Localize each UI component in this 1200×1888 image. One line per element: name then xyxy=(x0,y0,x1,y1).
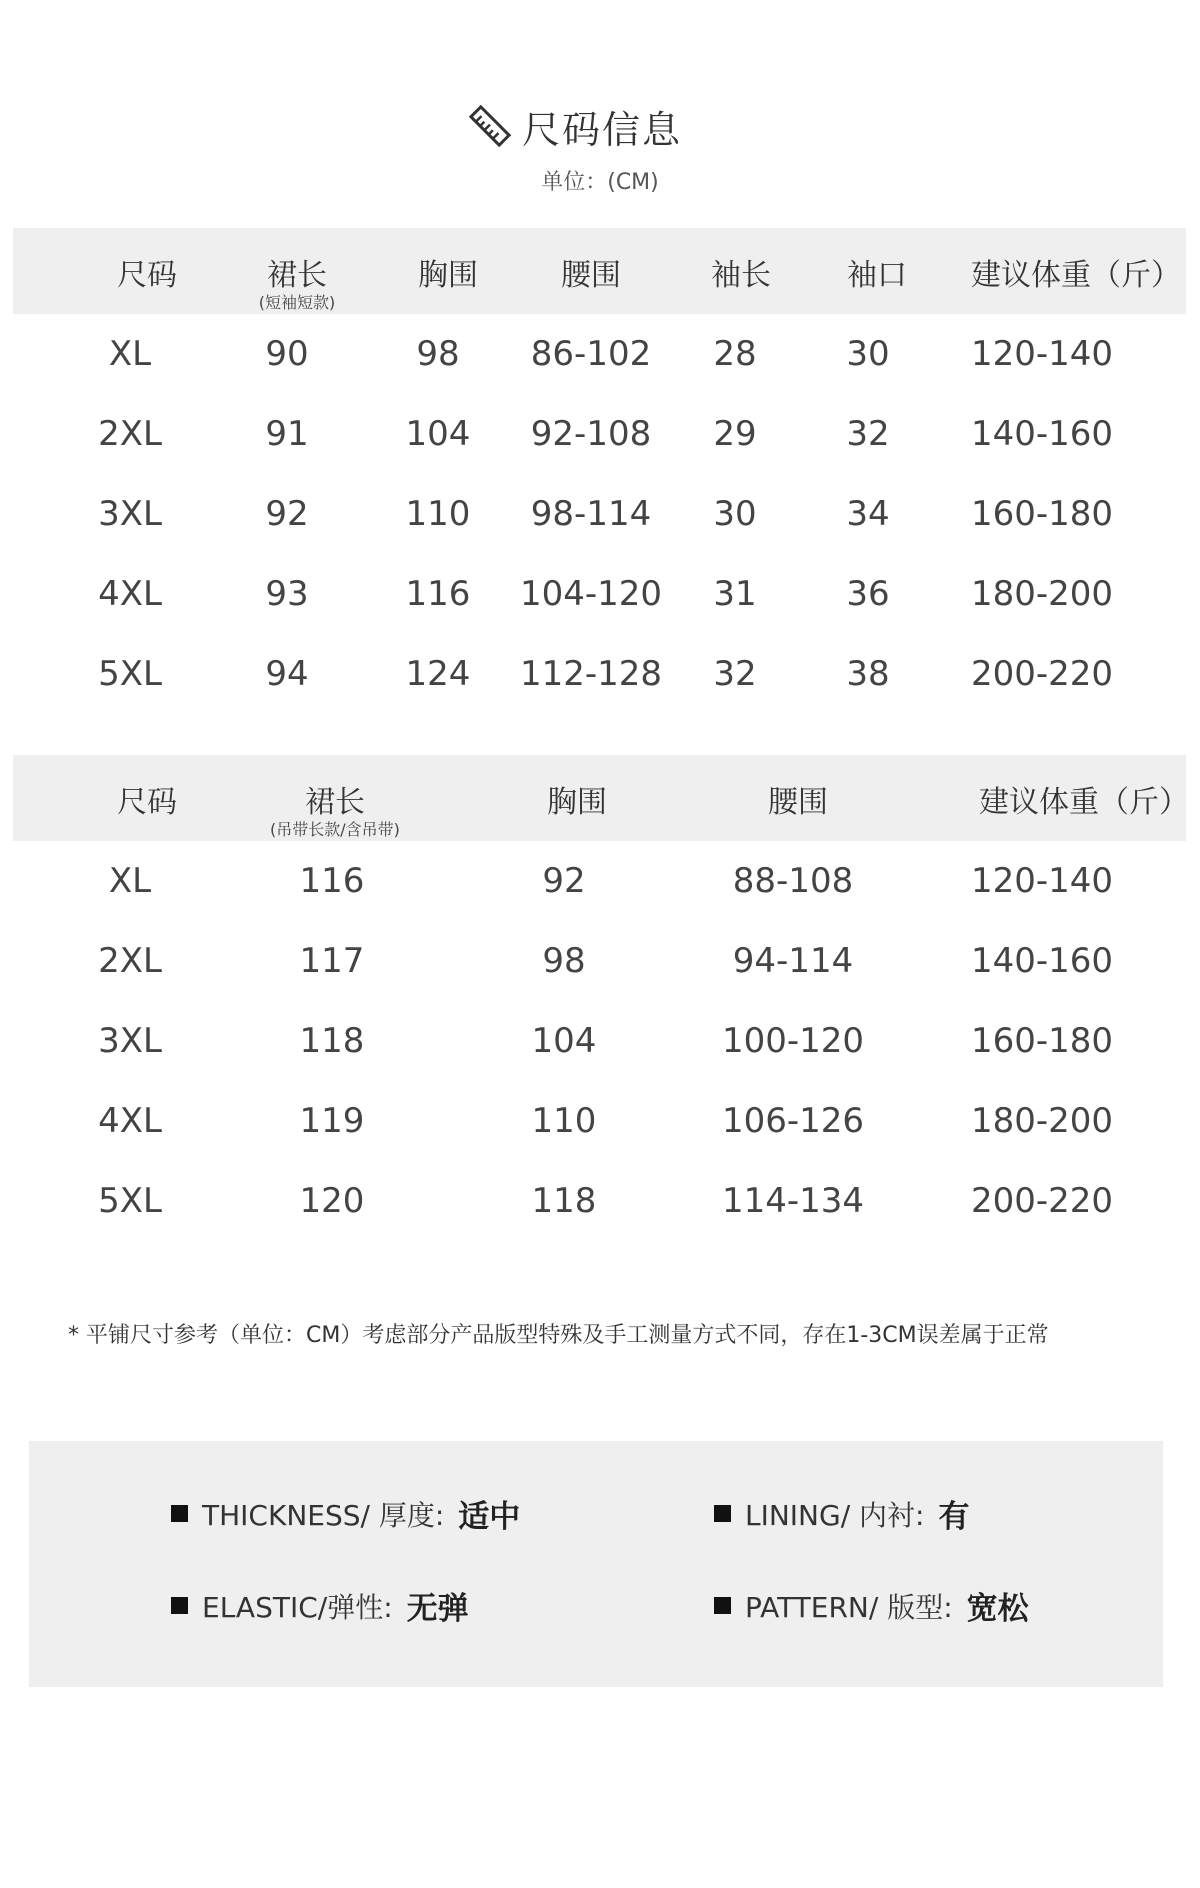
table-cell: 98 xyxy=(416,334,460,374)
table-cell: 120 xyxy=(299,1181,365,1221)
table-cell: 4XL xyxy=(98,1101,162,1141)
page-title: 尺码信息 xyxy=(522,107,683,152)
table-cell: 140-160 xyxy=(970,941,1114,981)
header-size: 尺码 xyxy=(117,258,177,293)
pattern-item xyxy=(714,1583,1029,1628)
header-dress-length-note: (短袖短款) xyxy=(258,293,336,312)
table-cell: 5XL xyxy=(98,654,162,694)
header-weight: 建议体重（斤） xyxy=(971,258,1181,293)
table-cell: 160-180 xyxy=(970,1021,1114,1061)
header-waist: 腰围 xyxy=(561,258,621,293)
table-cell: 140-160 xyxy=(970,414,1114,454)
lining-label: LINING/ 内衬: xyxy=(745,1498,925,1532)
header-chest: 胸围 xyxy=(418,258,478,293)
table-row xyxy=(13,654,1186,704)
table-cell: 120-140 xyxy=(970,861,1114,901)
table-row xyxy=(13,414,1186,464)
table-cell: 3XL xyxy=(98,1021,162,1061)
table-cell: 117 xyxy=(299,941,365,981)
size-table-long xyxy=(13,755,1189,1235)
table-cell: 200-220 xyxy=(970,1181,1114,1221)
lining-item xyxy=(714,1491,969,1536)
table-row xyxy=(13,861,1186,911)
lining-value: 有 xyxy=(938,1499,970,1535)
measurement-note: * 平铺尺寸参考（单位：CM）考虑部分产品版型特殊及手工测量方式不同，存在1-3CM误差属于正常 xyxy=(68,1323,1049,1348)
table-cell: 32 xyxy=(846,414,890,454)
table-cell: 5XL xyxy=(98,1181,162,1221)
table-cell: 100-120 xyxy=(721,1021,865,1061)
table-cell: 90 xyxy=(265,334,309,374)
header-dress-length-note: (吊带长款/含吊带) xyxy=(270,820,400,839)
table-cell: 4XL xyxy=(98,574,162,614)
header-dress-length: 裙长 xyxy=(305,785,365,820)
header-cuff: 袖口 xyxy=(847,258,907,293)
thickness-value: 适中 xyxy=(458,1499,521,1535)
table-cell: 98 xyxy=(542,941,586,981)
table-cell: 110 xyxy=(405,494,471,534)
table-header xyxy=(13,228,1186,314)
bullet-square-icon xyxy=(714,1505,731,1522)
bullet-square-icon xyxy=(171,1505,188,1522)
table-cell: 110 xyxy=(531,1101,597,1141)
header-sleeve-length: 袖长 xyxy=(711,258,771,293)
table-cell: 34 xyxy=(846,494,890,534)
table-cell: 92-108 xyxy=(530,414,652,454)
table-cell: 200-220 xyxy=(970,654,1114,694)
table-cell: 94-114 xyxy=(732,941,854,981)
table-row xyxy=(13,334,1186,384)
table-row xyxy=(13,574,1186,624)
table-row xyxy=(13,1181,1186,1231)
table-row xyxy=(13,1101,1186,1151)
thickness-item xyxy=(171,1491,520,1536)
table-cell: 30 xyxy=(713,494,757,534)
table-cell: 180-200 xyxy=(970,1101,1114,1141)
title-bar xyxy=(0,96,1200,156)
header-size: 尺码 xyxy=(117,785,177,820)
table-cell: 104 xyxy=(405,414,471,454)
table-cell: 38 xyxy=(846,654,890,694)
header-chest: 胸围 xyxy=(547,785,607,820)
pattern-value: 宽松 xyxy=(966,1591,1029,1627)
table-cell: 118 xyxy=(299,1021,365,1061)
table-cell: 30 xyxy=(846,334,890,374)
table-cell: 2XL xyxy=(98,941,162,981)
table-cell: 180-200 xyxy=(970,574,1114,614)
table-cell: 112-128 xyxy=(519,654,663,694)
ruler-icon xyxy=(468,104,512,148)
table-row xyxy=(13,494,1186,544)
table-cell: 104 xyxy=(531,1021,597,1061)
table-cell: 106-126 xyxy=(721,1101,865,1141)
fabric-info-panel xyxy=(29,1441,1163,1687)
table-cell: 104-120 xyxy=(519,574,663,614)
elastic-label: ELASTIC/弹性: xyxy=(202,1590,393,1624)
unit-label: 单位：(CM) xyxy=(541,170,659,195)
table-row xyxy=(13,941,1186,991)
table-cell: XL xyxy=(108,334,152,374)
table-cell: 2XL xyxy=(98,414,162,454)
table-cell: 116 xyxy=(405,574,471,614)
table-cell: 160-180 xyxy=(970,494,1114,534)
table-cell: 32 xyxy=(713,654,757,694)
table-cell: 91 xyxy=(265,414,309,454)
table-cell: 29 xyxy=(713,414,757,454)
table-cell: 86-102 xyxy=(530,334,652,374)
table-row xyxy=(13,1021,1186,1071)
size-table-short xyxy=(13,228,1186,708)
header-weight: 建议体重（斤） xyxy=(979,785,1189,820)
pattern-label: PATTERN/ 版型: xyxy=(745,1590,953,1624)
table-cell: 36 xyxy=(846,574,890,614)
table-cell: 98-114 xyxy=(530,494,652,534)
table-cell: 116 xyxy=(299,861,365,901)
bullet-square-icon xyxy=(714,1597,731,1614)
table-cell: 94 xyxy=(265,654,309,694)
table-cell: 118 xyxy=(531,1181,597,1221)
table-cell: 3XL xyxy=(98,494,162,534)
thickness-label: THICKNESS/ 厚度: xyxy=(202,1498,445,1532)
bullet-square-icon xyxy=(171,1597,188,1614)
table-cell: XL xyxy=(108,861,152,901)
table-cell: 114-134 xyxy=(721,1181,865,1221)
table-cell: 92 xyxy=(542,861,586,901)
table-header xyxy=(13,755,1189,841)
table-cell: 31 xyxy=(713,574,757,614)
table-cell: 119 xyxy=(299,1101,365,1141)
elastic-item xyxy=(171,1583,469,1628)
table-cell: 28 xyxy=(713,334,757,374)
header-dress-length: 裙长 xyxy=(267,258,327,293)
table-cell: 120-140 xyxy=(970,334,1114,374)
table-cell: 92 xyxy=(265,494,309,534)
header-waist: 腰围 xyxy=(768,785,828,820)
elastic-value: 无弹 xyxy=(406,1591,469,1627)
table-cell: 124 xyxy=(405,654,471,694)
table-cell: 88-108 xyxy=(732,861,854,901)
table-cell: 93 xyxy=(265,574,309,614)
